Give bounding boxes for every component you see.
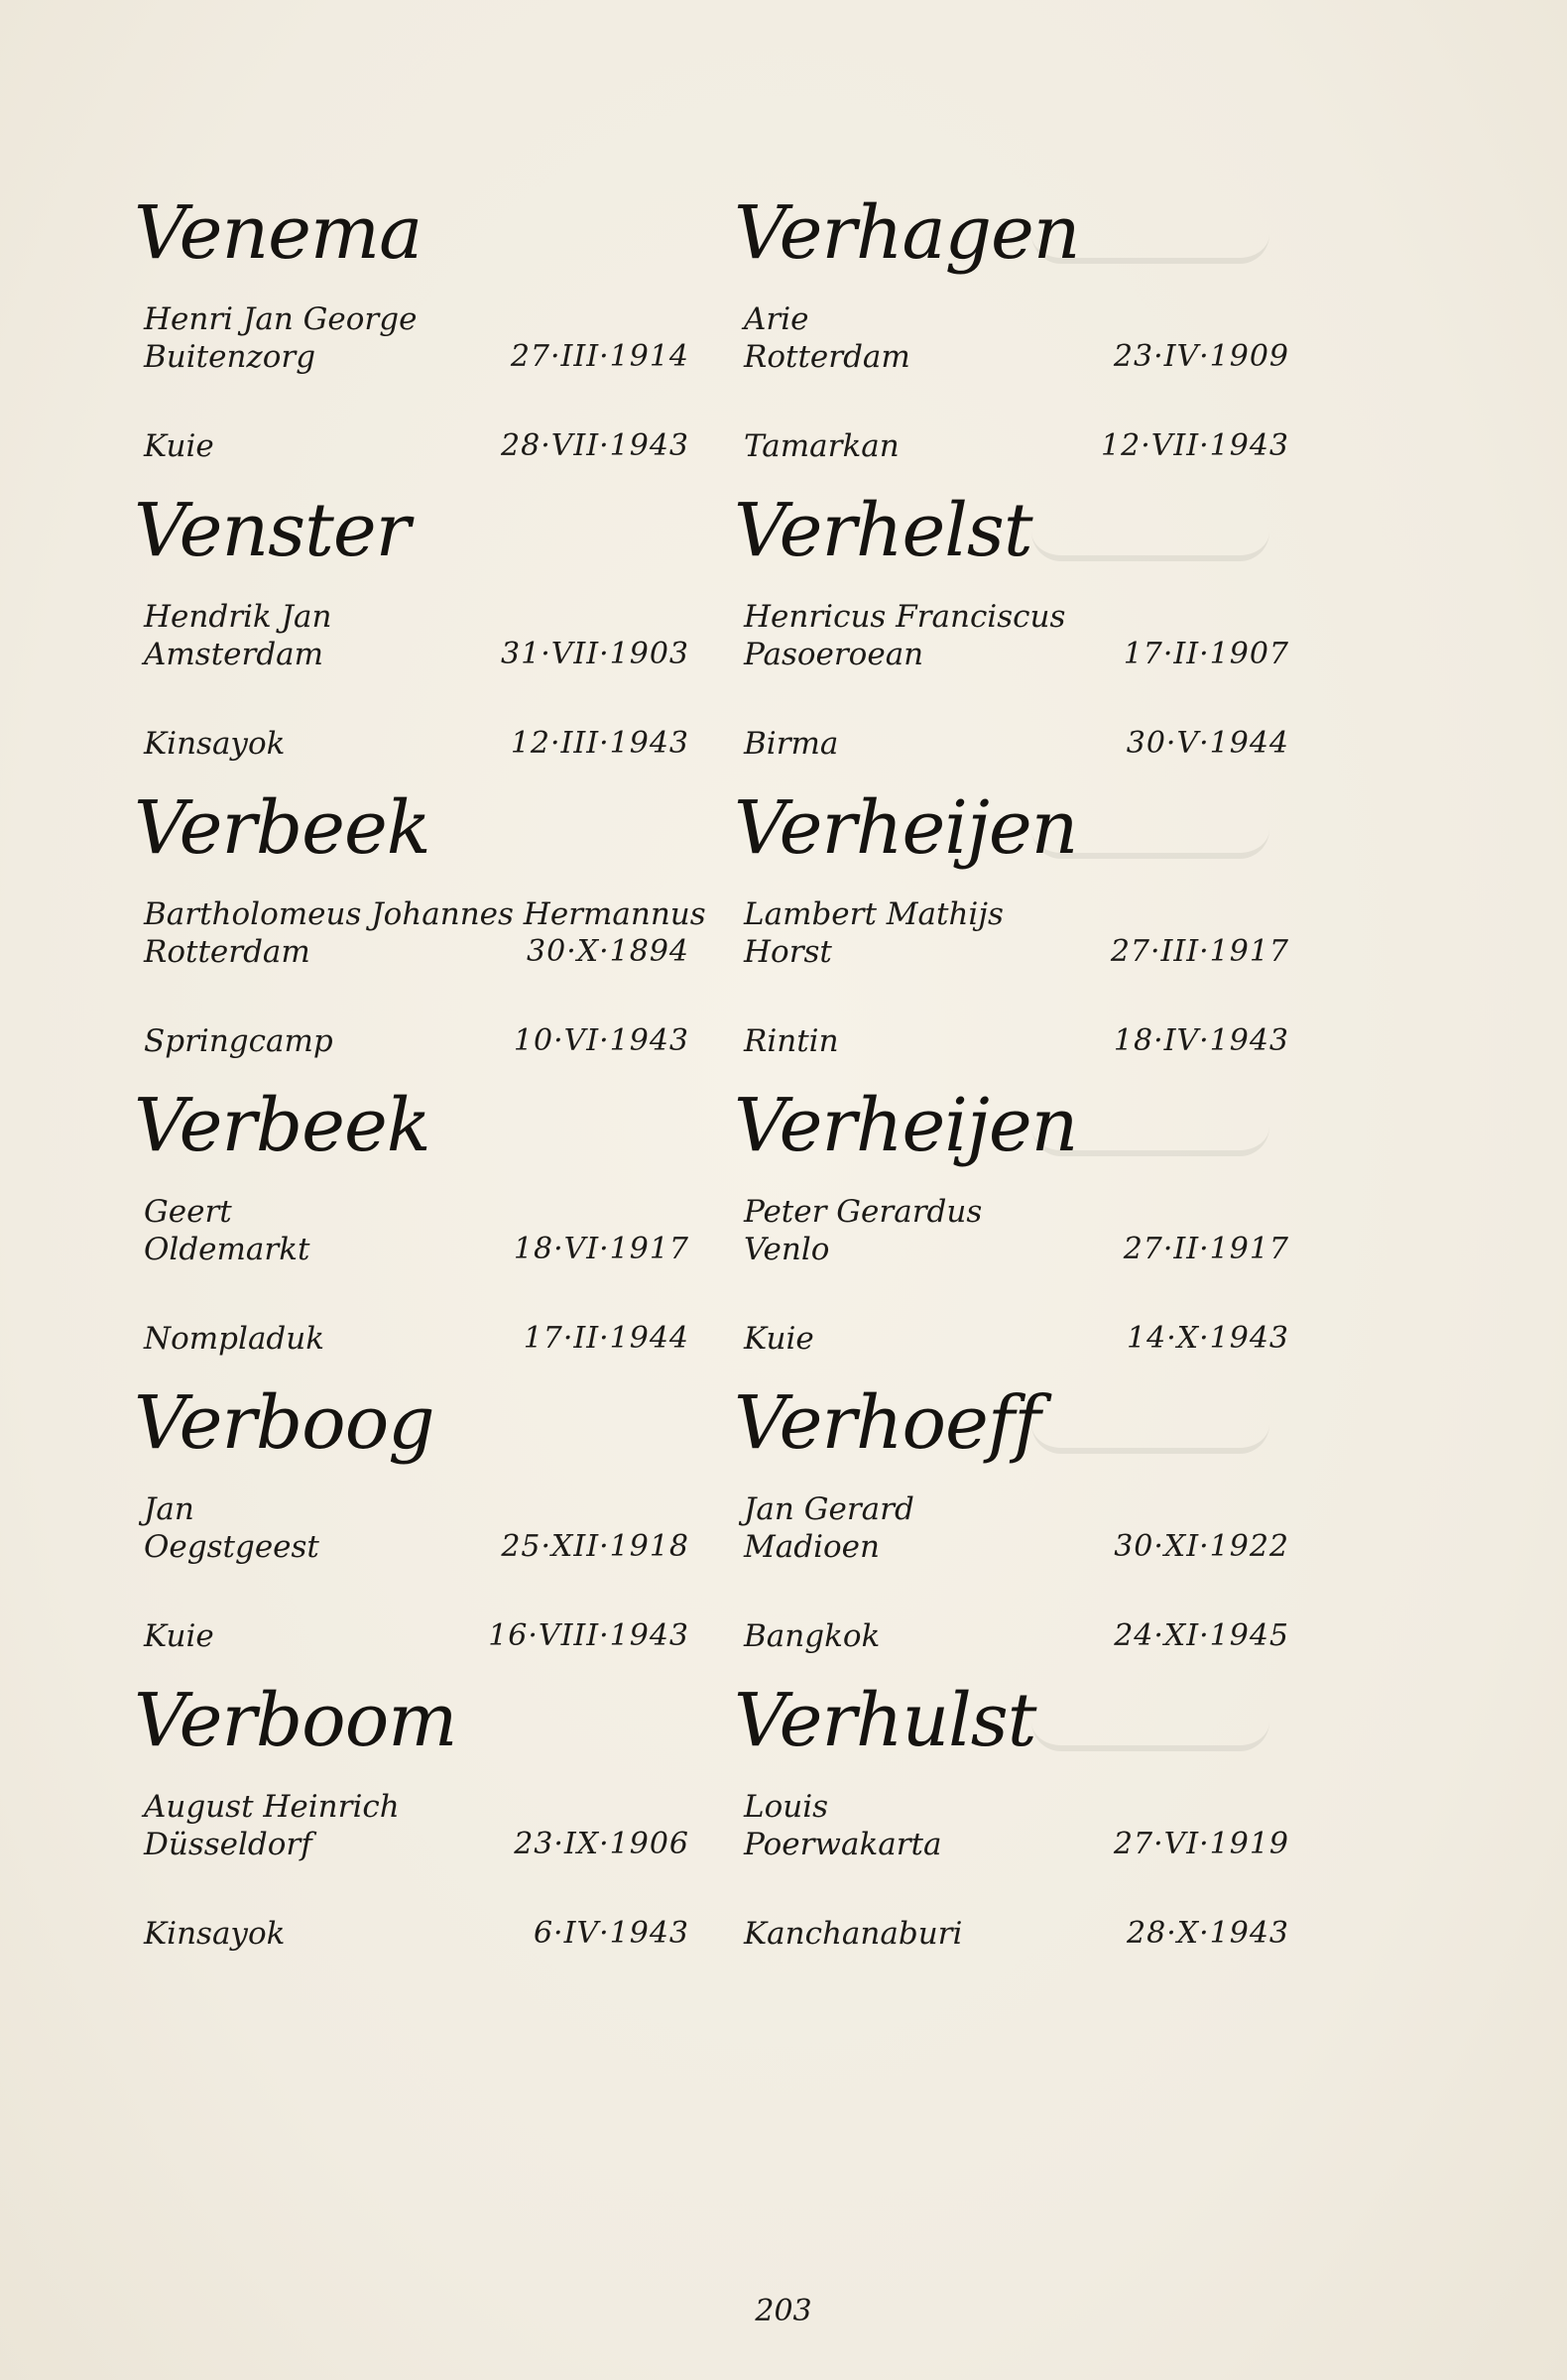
birth-date: 27·III·1914	[510, 339, 689, 374]
given-names: Louis	[744, 1789, 829, 1825]
death-place: Bangkok	[744, 1618, 881, 1654]
surname: Verboom	[134, 1678, 457, 1763]
death-date: 30·V·1944	[1126, 726, 1289, 761]
surname: Verboog	[134, 1380, 434, 1466]
surname: Venema	[134, 190, 422, 276]
death-date: 18·IV·1943	[1113, 1023, 1289, 1058]
birth-date: 27·II·1917	[1123, 1232, 1289, 1266]
birth-date: 23·IV·1909	[1113, 339, 1289, 374]
memorial-entry	[134, 783, 706, 1081]
death-place: Rintin	[744, 1023, 839, 1059]
death-date: 12·III·1943	[510, 726, 689, 761]
death-place: Kuie	[744, 1321, 814, 1357]
birth-place: Buitenzorg	[144, 339, 316, 375]
given-names: Hendrik Jan	[144, 599, 332, 635]
memorial-entry	[134, 486, 689, 783]
death-date: 28·VII·1943	[501, 428, 689, 463]
death-date: 6·IV·1943	[533, 1916, 689, 1951]
memorial-entry	[134, 188, 689, 486]
birth-place: Oegstgeest	[144, 1529, 319, 1565]
death-place: Kanchanaburi	[744, 1916, 963, 1952]
surname: Verhoeff	[734, 1380, 1040, 1466]
birth-place: Düsseldorf	[144, 1827, 312, 1862]
death-date: 14·X·1943	[1127, 1321, 1289, 1356]
birth-place: Poerwakarta	[744, 1827, 942, 1862]
birth-date: 25·XII·1918	[501, 1529, 689, 1564]
right-column	[734, 188, 1289, 1973]
given-names: Arie	[744, 301, 809, 337]
surname: Venster	[134, 488, 410, 573]
birth-place: Oldemarkt	[144, 1232, 310, 1267]
page-number: 203	[755, 2294, 812, 2328]
death-place: Tamarkan	[744, 428, 900, 464]
surname: Verbeek	[134, 1083, 430, 1168]
death-date: 10·VI·1943	[513, 1023, 689, 1058]
memorial-entry	[734, 1081, 1289, 1378]
given-names: August Heinrich	[144, 1789, 400, 1825]
birth-date: 27·VI·1919	[1113, 1827, 1289, 1861]
death-place: Birma	[744, 726, 839, 762]
memorial-entry	[134, 1081, 689, 1378]
birth-date: 17·II·1907	[1123, 637, 1289, 671]
surname: Verhelst	[734, 488, 1032, 573]
surname: Verbeek	[134, 785, 430, 871]
given-names: Jan Gerard	[744, 1491, 914, 1527]
memorial-entry	[734, 1676, 1289, 1973]
birth-place: Venlo	[744, 1232, 830, 1267]
death-date: 12·VII·1943	[1101, 428, 1289, 463]
birth-date: 30·X·1894	[527, 934, 689, 969]
given-names: Peter Gerardus	[744, 1194, 983, 1230]
memorial-entry	[734, 783, 1289, 1081]
death-date: 24·XI·1945	[1114, 1618, 1289, 1653]
memorial-entry	[734, 486, 1289, 783]
birth-date: 18·VI·1917	[513, 1232, 689, 1266]
surname: Verheijen	[734, 785, 1078, 871]
death-place: Kuie	[144, 428, 214, 464]
birth-place: Amsterdam	[144, 637, 324, 672]
death-date: 17·II·1944	[523, 1321, 689, 1356]
birth-place: Rotterdam	[144, 934, 310, 970]
birth-place: Horst	[744, 934, 832, 970]
death-place: Springcamp	[144, 1023, 333, 1059]
memorial-entry	[134, 1676, 689, 1973]
birth-date: 31·VII·1903	[501, 637, 689, 671]
given-names: Bartholomeus Johannes Hermannus	[144, 896, 706, 932]
given-names: Henricus Franciscus	[744, 599, 1066, 635]
birth-date: 30·XI·1922	[1114, 1529, 1289, 1564]
birth-date: 27·III·1917	[1110, 934, 1289, 969]
memorial-entry	[734, 1378, 1289, 1676]
surname: Verheijen	[734, 1083, 1078, 1168]
left-column	[134, 188, 706, 1973]
given-names: Jan	[144, 1491, 194, 1527]
death-place: Kuie	[144, 1618, 214, 1654]
death-date: 16·VIII·1943	[488, 1618, 689, 1653]
given-names: Geert	[144, 1194, 232, 1230]
death-date: 28·X·1943	[1127, 1916, 1289, 1951]
death-place: Kinsayok	[144, 726, 286, 762]
memorial-entry	[734, 188, 1289, 486]
given-names: Henri Jan George	[144, 301, 418, 337]
birth-place: Madioen	[744, 1529, 880, 1565]
birth-place: Rotterdam	[744, 339, 910, 375]
surname: Verhulst	[734, 1678, 1036, 1763]
death-place: Nompladuk	[144, 1321, 325, 1357]
death-place: Kinsayok	[144, 1916, 286, 1952]
memorial-entry	[134, 1378, 689, 1676]
birth-date: 23·IX·1906	[514, 1827, 689, 1861]
birth-place: Pasoeroean	[744, 637, 924, 672]
surname: Verhagen	[734, 190, 1080, 276]
given-names: Lambert Mathijs	[744, 896, 1004, 932]
